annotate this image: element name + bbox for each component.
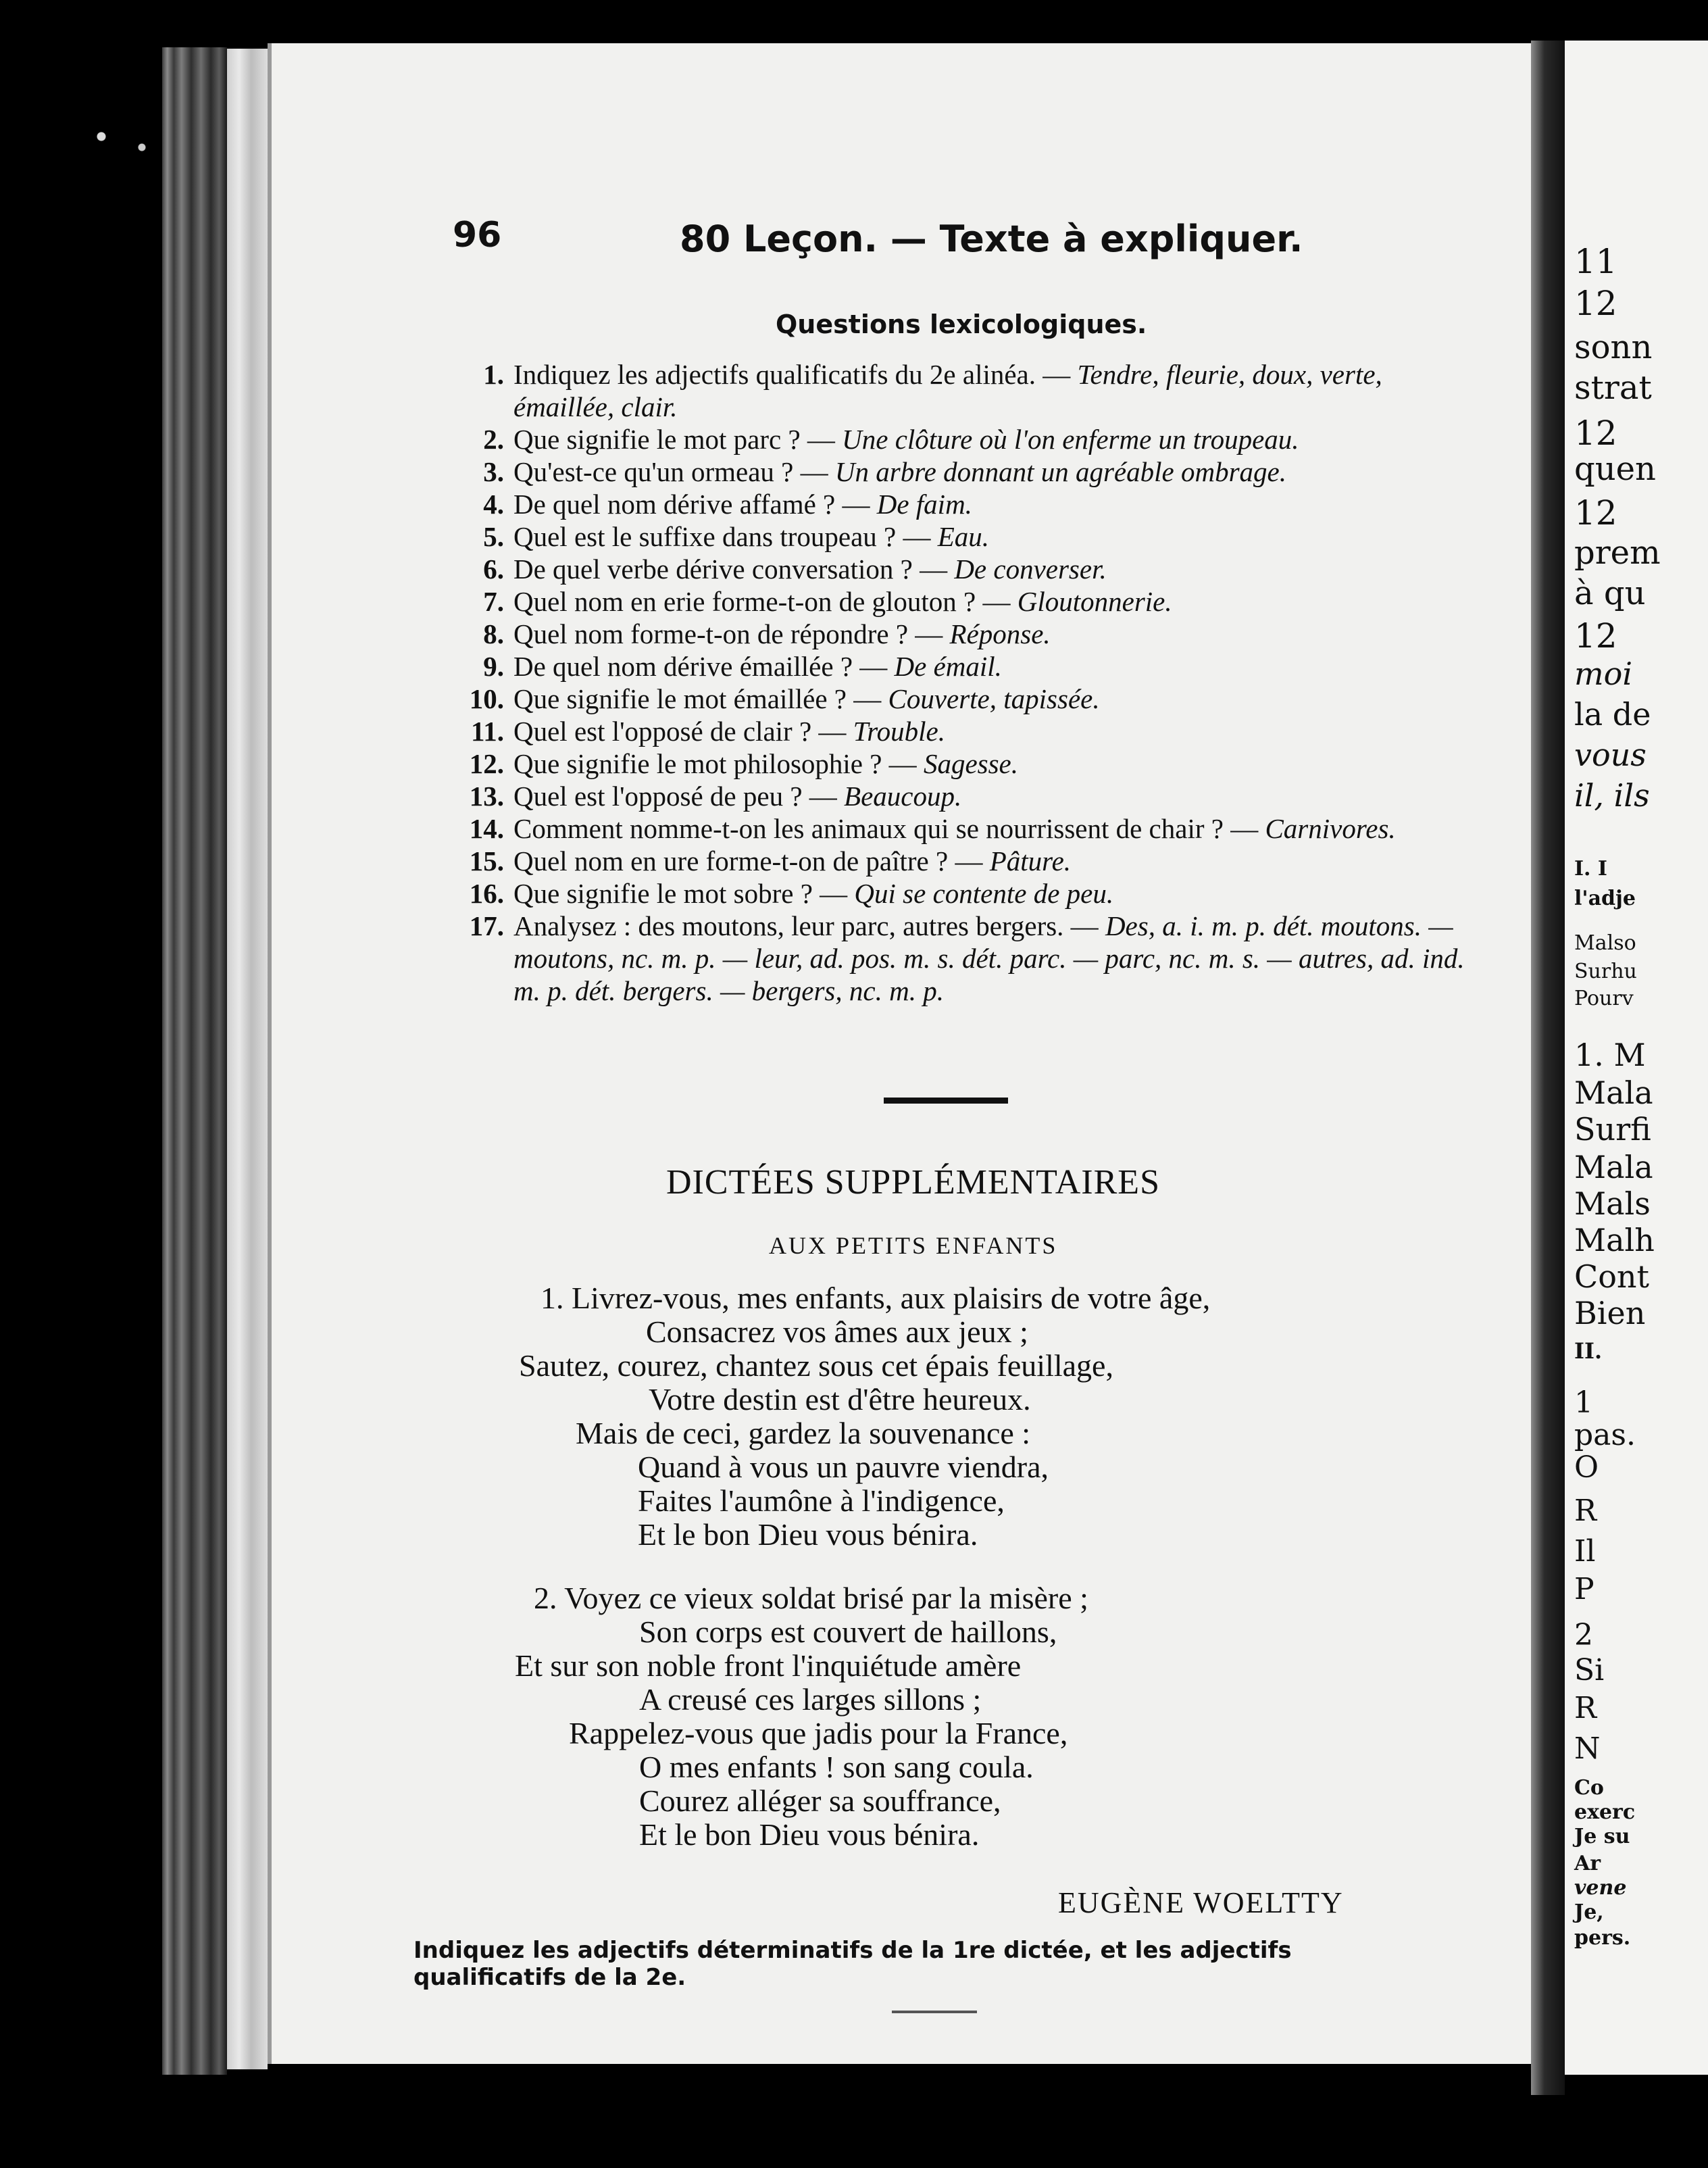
adjacent-text-fragment: il, ils [1574, 777, 1650, 814]
question-item: 6. De quel verbe dérive conversation ? — De converser. [483, 553, 1107, 585]
adjacent-text-fragment: pers. [1574, 1926, 1631, 1950]
page-edge-speckle [71, 115, 172, 169]
poem-line: Faites l'aumône à l'indigence, [638, 1483, 1005, 1518]
question-text: Quel est le suffixe dans troupeau ? — [513, 521, 938, 552]
question-text: Que signifie le mot parc ? — [513, 424, 843, 455]
question-item: 8. Quel nom forme-t-on de répondre ? — Réponse. [483, 618, 1051, 649]
question-answer: Beaucoup. [844, 781, 962, 812]
question-text: Que signifie le mot philosophie ? — [513, 748, 924, 779]
adjacent-text-fragment: vene [1574, 1876, 1627, 1900]
adjacent-text-fragment: Pourv [1574, 987, 1634, 1010]
adjacent-text-fragment: Je su [1574, 1825, 1630, 1848]
adjacent-text-fragment: 11 [1574, 242, 1617, 281]
adjacent-text-fragment: 12 [1574, 284, 1617, 323]
adjacent-text-fragment: R [1574, 1691, 1597, 1725]
exercise-footnote: Indiquez les adjectifs déterminatifs de la 1re dictée, et les adjectifs qualificatifs de la 2e. [413, 1937, 1292, 1991]
question-answer: Carnivores. [1265, 813, 1396, 844]
dictee-2 [513, 1581, 1459, 1852]
adjacent-text-fragment: pas. [1574, 1418, 1636, 1452]
question-text: Qu'est-ce qu'un ormeau ? — [513, 456, 835, 487]
adjacent-text-fragment: 2 [1574, 1618, 1593, 1652]
book-fore-edge [162, 47, 227, 2075]
poem-line: O mes enfants ! son sang coula. [639, 1750, 1034, 1784]
question-item: 5. Quel est le suffixe dans troupeau ? — Eau. [483, 521, 990, 552]
adjacent-text-fragment: vous [1574, 737, 1647, 773]
question-text: De quel nom dérive émaillée ? — [513, 651, 895, 682]
adjacent-text-fragment: Malso [1574, 931, 1636, 955]
adjacent-text-fragment: prem [1574, 534, 1661, 572]
question-answer: De converser. [954, 553, 1107, 585]
question-item: 9. De quel nom dérive émaillée ? — De émail. [483, 651, 1002, 682]
adjacent-text-fragment: 12 [1574, 493, 1617, 533]
poem-line: Sautez, courez, chantez sous cet épais feuillage, [519, 1348, 1113, 1383]
question-item: 2. Que signifie le mot parc ? — Une clôture où l'on enferme un troupeau. [483, 424, 1299, 455]
adjacent-text-fragment: exerc [1574, 1800, 1636, 1824]
poem-line: Rappelez-vous que jadis pour la France, [569, 1716, 1068, 1750]
question-answer: Une clôture où l'on enferme un troupeau. [842, 424, 1299, 455]
question-item: 1. Indiquez les adjectifs qualificatifs du 2e alinéa. — Tendre, fleurie, doux, verte, émaillée, clair. [483, 359, 1382, 422]
question-text: De quel nom dérive affamé ? — [513, 489, 877, 520]
question-text: Quel est l'opposé de peu ? — [513, 781, 845, 812]
question-answer: Un arbre donnant un agréable ombrage. [834, 456, 1286, 487]
question-answer: Couverte, tapissée. [888, 683, 1100, 714]
adjacent-text-fragment: quen [1574, 450, 1656, 488]
section-divider [884, 1098, 1008, 1104]
question-item: 17. Analysez : des moutons, leur parc, autres bergers. — Des, a. i. m. p. dét. moutons. — moutons, nc. m. p. — leur, ad. pos. m. s. dét. parc. — parc, nc. m. s. — autres, ad. ind. m. p. dét. bergers. — bergers, nc. m. p. [469, 910, 1465, 1006]
question-answer: Des, a. i. m. p. dét. moutons. — moutons, nc. m. p. — leur, ad. pos. m. s. dét. parc. — parc, nc. m. s. — autres, ad. ind. m. p. dét. bergers. — bergers, nc. m. p. [513, 910, 1465, 1006]
question-answer: Trouble. [853, 716, 945, 747]
question-text: Analysez : des moutons, leur parc, autres bergers. — [513, 910, 1105, 941]
adjacent-text-fragment: strat [1574, 369, 1652, 407]
dictee-1 [513, 1281, 1459, 1552]
question-text: Quel est l'opposé de clair ? — [513, 716, 853, 747]
adjacent-text-fragment: à qu [1574, 574, 1646, 612]
adjacent-text-fragment: moi [1574, 656, 1633, 692]
adjacent-text-fragment: Mals [1574, 1185, 1651, 1222]
book-gutter [1531, 41, 1565, 2095]
question-text: De quel verbe dérive conversation ? — [513, 553, 955, 585]
question-item: 15. Quel nom en ure forme-t-on de paître ? — Pâture. [469, 845, 1072, 877]
adjacent-text-fragment: sonn [1574, 328, 1653, 366]
question-answer: Gloutonnerie. [1017, 586, 1172, 617]
question-item: 3. Qu'est-ce qu'un ormeau ? — Un arbre donnant un agréable ombrage. [483, 456, 1286, 487]
poem-line: Consacrez vos âmes aux jeux ; [646, 1314, 1028, 1349]
question-answer: De faim. [876, 489, 972, 520]
question-item: 14. Comment nomme-t-on les animaux qui se nourrissent de chair ? — Carnivores. [469, 813, 1396, 844]
question-answer: Sagesse. [923, 748, 1018, 779]
question-item: 10. Que signifie le mot émaillée ? — Couverte, tapissée. [469, 683, 1100, 714]
poem-line: Son corps est couvert de haillons, [639, 1615, 1057, 1649]
page-stack-edge [227, 49, 268, 2069]
adjacent-text-fragment: Cont [1574, 1258, 1650, 1295]
poem-line: Quand à vous un pauvre viendra, [638, 1450, 1049, 1484]
adjacent-text-fragment: 12 [1574, 414, 1617, 453]
poem-line: 1. Livrez-vous, mes enfants, aux plaisirs de votre âge, [541, 1281, 1211, 1315]
poem-line: Et le bon Dieu vous bénira. [639, 1817, 980, 1852]
question-text: Que signifie le mot émaillée ? — [513, 683, 888, 714]
questions-list [453, 358, 1486, 1007]
adjacent-text-fragment: O [1574, 1450, 1599, 1485]
adjacent-text-fragment: 12 [1574, 616, 1617, 656]
adjacent-text-fragment: 1 [1574, 1385, 1593, 1420]
question-text: Quel nom en ure forme-t-on de paître ? — [513, 845, 990, 877]
question-item: 4. De quel nom dérive affamé ? — De faim. [483, 489, 972, 520]
poem-line: Et le bon Dieu vous bénira. [638, 1517, 978, 1552]
adjacent-text-fragment: Bien [1574, 1295, 1646, 1331]
poem-line: A creusé ces larges sillons ; [639, 1682, 982, 1717]
adjacent-text-fragment: Surhu [1574, 960, 1637, 983]
adjacent-text-fragment: Il [1574, 1534, 1596, 1569]
question-item: 11. Quel est l'opposé de clair ? — Trouble. [471, 716, 945, 747]
poem-line: Mais de ceci, gardez la souvenance : [576, 1416, 1031, 1450]
poem-line: Courez alléger sa souffrance, [639, 1783, 1001, 1818]
adjacent-text-fragment: Co [1574, 1776, 1604, 1800]
running-title: 80 Leçon. — Texte à expliquer. [680, 218, 1303, 260]
question-item: 16. Que signifie le mot sobre ? — Qui se contente de peu. [469, 878, 1114, 909]
question-item: 13. Quel est l'opposé de peu ? — Beaucoup. [469, 781, 962, 812]
adjacent-text-fragment: R [1574, 1494, 1597, 1528]
question-answer: Réponse. [949, 618, 1051, 649]
dictees-subtitle: AUX PETITS ENFANTS [769, 1232, 1058, 1259]
question-answer: De émail. [894, 651, 1002, 682]
question-item: 7. Quel nom en erie forme-t-on de glouton ? — Gloutonnerie. [483, 586, 1172, 617]
adjacent-text-fragment: Ar [1574, 1852, 1601, 1875]
poem-line: 2. Voyez ce vieux soldat brisé par la misère ; [534, 1581, 1088, 1615]
adjacent-text-fragment: N [1574, 1731, 1601, 1766]
questions-heading: Questions lexicologiques. [776, 310, 1147, 339]
poem-line: Et sur son noble front l'inquiétude amère [515, 1648, 1022, 1683]
question-answer: Tendre, fleurie, doux, verte, émaillée, clair. [513, 359, 1382, 422]
adjacent-text-fragment: la de [1574, 696, 1651, 733]
poem-author: EUGÈNE WOELTTY [1058, 1886, 1344, 1919]
adjacent-text-fragment: Malh [1574, 1222, 1655, 1258]
adjacent-text-fragment: l'adje [1574, 887, 1636, 910]
adjacent-text-fragment: Je, [1574, 1900, 1604, 1924]
adjacent-text-fragment: 1. M [1574, 1037, 1646, 1073]
poem-line: Votre destin est d'être heureux. [649, 1382, 1031, 1416]
question-text: Que signifie le mot sobre ? — [513, 878, 855, 909]
page-number: 96 [453, 215, 502, 255]
question-text: Quel nom en erie forme-t-on de glouton ? — [513, 586, 1018, 617]
adjacent-text-fragment: II. [1574, 1338, 1603, 1364]
question-answer: Qui se contente de peu. [854, 878, 1114, 909]
question-item: 12. Que signifie le mot philosophie ? — Sagesse. [469, 748, 1018, 779]
dictees-title: DICTÉES SUPPLÉMENTAIRES [666, 1163, 1160, 1202]
question-text: Quel nom forme-t-on de répondre ? — [513, 618, 950, 649]
adjacent-text-fragment: Si [1574, 1653, 1605, 1687]
question-answer: Eau. [937, 521, 990, 552]
adjacent-text-fragment: P [1574, 1572, 1594, 1606]
adjacent-text-fragment: I. I [1574, 857, 1607, 881]
adjacent-text-fragment: Mala [1574, 1075, 1653, 1111]
question-text: Comment nomme-t-on les animaux qui se nourrissent de chair ? — [513, 813, 1265, 844]
bottom-dash [892, 2011, 977, 2013]
adjacent-page [1565, 41, 1708, 2075]
question-answer: Pâture. [989, 845, 1072, 877]
adjacent-text-fragment: Mala [1574, 1149, 1653, 1185]
question-text: Indiquez les adjectifs qualificatifs du 2e alinéa. — [513, 359, 1078, 390]
adjacent-text-fragment: Surfi [1574, 1111, 1651, 1148]
